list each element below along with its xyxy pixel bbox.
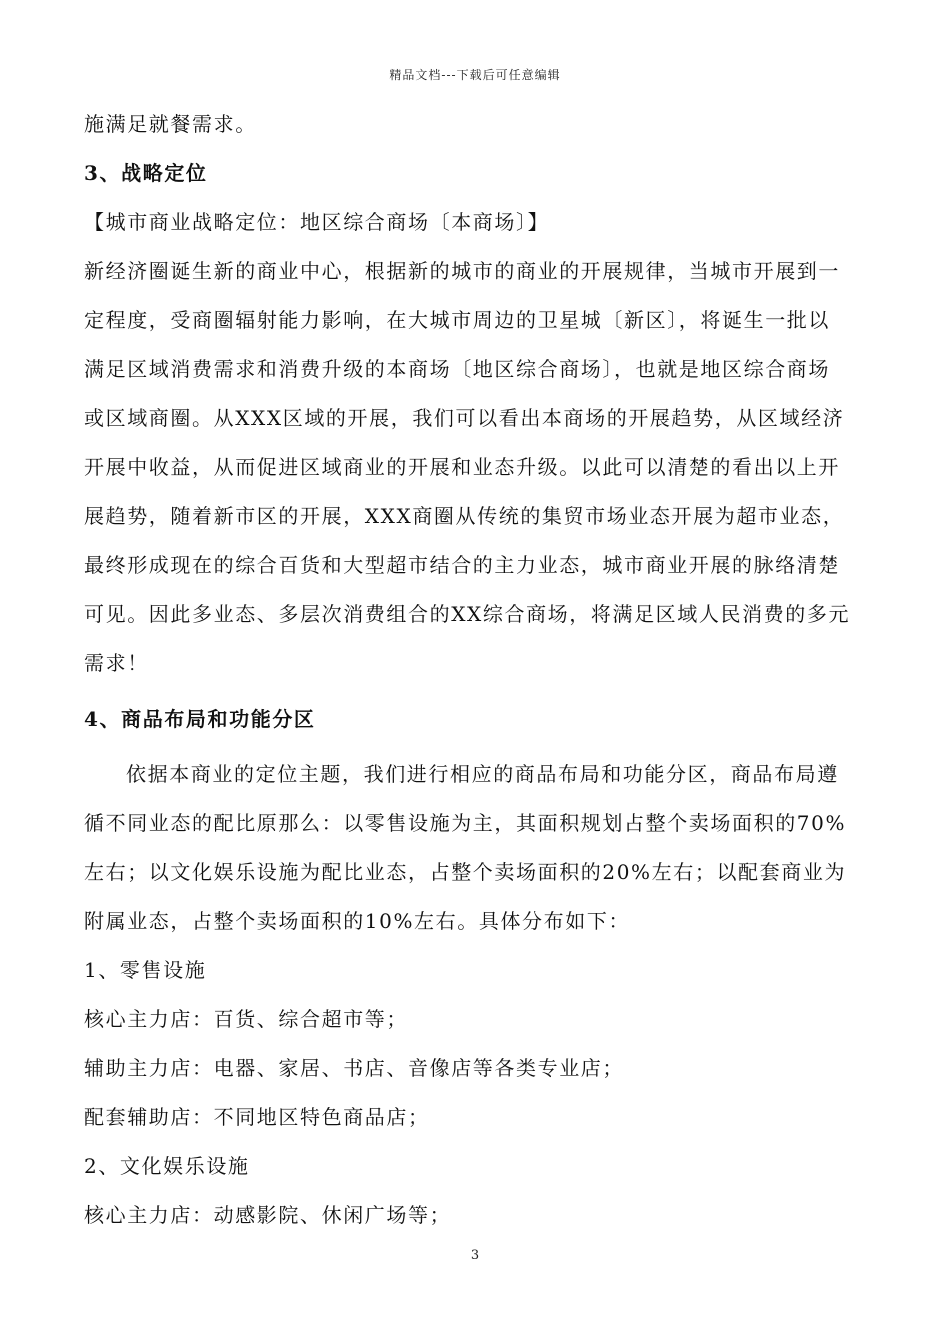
text-line: 或区域商圈。从XXX区域的开展，我们可以看出本商场的开展趋势，从区域经济	[84, 406, 845, 430]
text-line: 附属业态，占整个卖场面积的10%左右。具体分布如下：	[84, 909, 631, 933]
section-heading: 3、战略定位	[84, 161, 208, 185]
text-line: 定程度，受商圈辐射能力影响，在大城市周边的卫星城〔新区〕，将诞生一批以	[84, 308, 830, 332]
subheading: 2、文化娱乐设施	[84, 1154, 250, 1178]
subheading: 1、零售设施	[84, 958, 207, 982]
text-line: 需求！	[84, 651, 149, 675]
text-line: 可见。因此多业态、多层次消费组合的XX综合商场，将满足区域人民消费的多元	[84, 602, 851, 626]
text-line: 依据本商业的定位主题，我们进行相应的商品布局和功能分区，商品布局遵	[126, 762, 839, 786]
text-line: 核心主力店：动感影院、休闲广场等；	[84, 1203, 452, 1227]
text-line: 核心主力店：百货、综合超市等；	[84, 1007, 408, 1031]
text-line: 施满足就餐需求。	[84, 112, 257, 136]
text-line: 展趋势，随着新市区的开展，XXX商圈从传统的集贸市场业态开展为超市业态，	[84, 504, 845, 528]
text-line: 【城市商业战略定位：地区综合商场〔本商场〕】	[84, 210, 550, 234]
text-line: 左右；以文化娱乐设施为配比业态，占整个卖场面积的20%左右；以配套商业为	[84, 860, 847, 884]
text-line: 开展中收益，从而促进区域商业的开展和业态升级。以此可以清楚的看出以上开	[84, 455, 840, 479]
section-heading: 4、商品布局和功能分区	[84, 707, 316, 731]
text-line: 最终形成现在的综合百货和大型超市结合的主力业态，城市商业开展的脉络清楚	[84, 553, 840, 577]
page-number: 3	[470, 1248, 480, 1263]
text-line: 辅助主力店：电器、家居、书店、音像店等各类专业店；	[84, 1056, 624, 1080]
text-line: 新经济圈诞生新的商业中心，根据新的城市的商业的开展规律，当城市开展到一	[84, 259, 840, 283]
page-header: 精品文档---下载后可任意编辑	[389, 68, 561, 82]
text-line: 满足区域消费需求和消费升级的本商场〔地区综合商场〕，也就是地区综合商场	[84, 357, 830, 381]
text-line: 配套辅助店：不同地区特色商品店；	[84, 1105, 430, 1129]
text-line: 循不同业态的配比原那么：以零售设施为主，其面积规划占整个卖场面积的70%	[84, 811, 847, 835]
